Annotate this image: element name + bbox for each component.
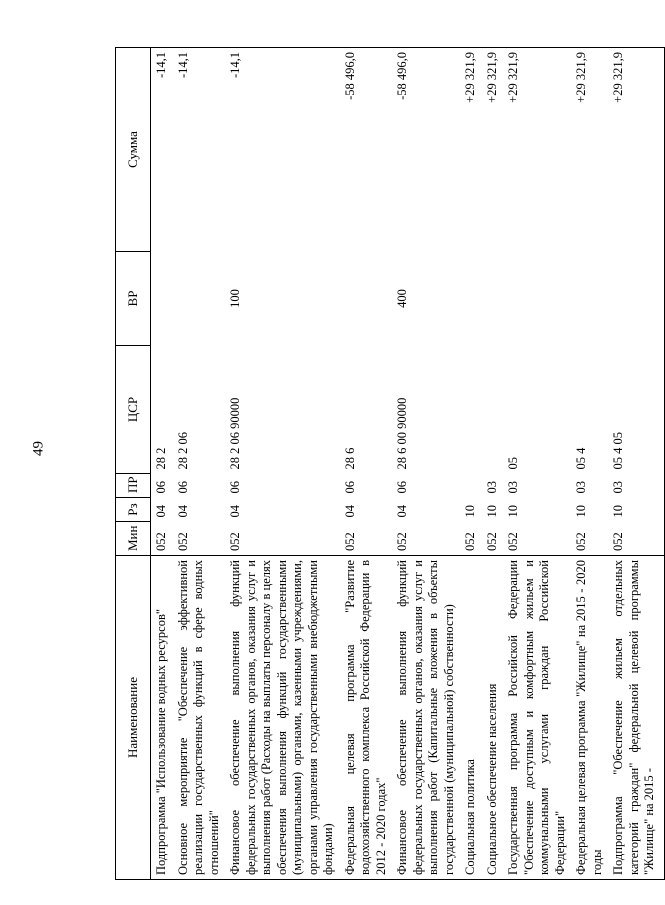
row-sum: -14,1	[176, 48, 229, 252]
row-name	[485, 556, 507, 880]
row-csr: 05 4	[574, 447, 588, 470]
row-rz: 04	[395, 505, 409, 518]
row-name	[574, 556, 611, 880]
row-vr	[485, 252, 507, 346]
row-pr: 03	[574, 481, 588, 494]
row-sum: +29 321,9	[611, 48, 664, 252]
row-csr: 05	[506, 457, 520, 470]
table-row	[395, 48, 463, 880]
row-min: 052	[463, 532, 477, 551]
row-vr	[574, 252, 611, 346]
header-csr: ЦСР	[116, 346, 151, 474]
header-vr: ВР	[116, 252, 151, 346]
row-name-text: Социальное обеспечение населения	[484, 683, 499, 875]
row-min: 052	[506, 532, 520, 551]
row-name	[395, 556, 463, 880]
row-rz: 04	[228, 505, 242, 518]
table-header	[116, 48, 151, 880]
row-min: 052	[611, 522, 664, 556]
row-name	[506, 556, 574, 880]
table-row	[176, 48, 229, 880]
row-rz: 10	[506, 505, 520, 518]
row-name	[176, 556, 229, 880]
row-sum: -14,1	[151, 48, 176, 252]
row-rz: 04	[342, 505, 357, 518]
row-name	[151, 556, 176, 880]
row-vr	[151, 252, 176, 346]
row-pr: 06	[395, 481, 409, 494]
header-sum: Сумма	[116, 48, 151, 252]
row-min: 052	[395, 532, 409, 551]
row-csr: 28 6	[342, 447, 357, 470]
row-name-text: Финансовое обеспечение выполнения функций федеральных государственных органов, оказания услуг и выполнения работ (Капитальные вложения в объекты государственной (муниципальной) собственности)	[395, 560, 456, 875]
rotated-content	[115, 48, 656, 880]
row-min: 052	[228, 532, 242, 551]
row-csr	[463, 346, 485, 474]
table-row	[574, 48, 611, 880]
row-csr: 28 2	[154, 447, 168, 470]
row-pr: 03	[484, 481, 499, 494]
row-vr: 100	[228, 289, 242, 308]
rotated-page-area	[115, 48, 656, 880]
table-row	[485, 48, 507, 880]
row-pr: 06	[342, 481, 357, 494]
table-row	[463, 48, 485, 880]
row-csr: 28 2 06 90000	[228, 397, 242, 470]
row-csr: 05 4 05	[611, 346, 664, 474]
row-min: 052	[154, 532, 168, 551]
row-name-text: Государственная программа Российской Федерации "Обеспечение доступным и комфортным жильем и коммунальными услугами граждан Российской Федерации"	[506, 560, 567, 875]
row-sum: +29 321,9	[463, 48, 485, 252]
row-min: 052	[342, 532, 357, 551]
row-rz: 10	[611, 498, 664, 522]
row-sum: +29 321,9	[485, 48, 507, 252]
row-vr	[343, 252, 396, 346]
row-name-text: Федеральная целевая программа "Жилище" на 2015 - 2020 годы	[574, 560, 604, 875]
header-name: Наименование	[116, 556, 151, 880]
row-vr	[611, 252, 664, 346]
row-name-text: Основное мероприятие "Обеспечение эффективной реализации государственных функций в сфере водных отношений"	[175, 560, 221, 875]
header-rz: Рз	[116, 498, 151, 522]
row-name	[611, 556, 664, 880]
row-name	[463, 556, 485, 880]
header-min: Мин	[116, 522, 151, 556]
table-body	[151, 48, 665, 880]
row-sum: -58 496,0	[343, 48, 396, 252]
row-name-text: Финансовое обеспечение выполнения функций федеральных государственных органов, оказания услуг и выполнения работ (Расходы на выплаты персоналу в целях обеспечения выполнения функций государственными (муниципальными) органами, казенными учреждениями, органами управления государственными внебюджетными фондами)	[228, 560, 335, 875]
row-vr	[506, 252, 574, 346]
row-csr	[485, 346, 507, 474]
row-rz: 10	[574, 505, 588, 518]
row-csr: 28 6 00 90000	[395, 397, 409, 470]
page-number: 49	[30, 441, 47, 456]
row-name-text: Подпрограмма "Обеспечение жильем отдельных категорий граждан" федеральной целевой программы "Жилище" на 2015 -	[611, 560, 656, 875]
table-row	[343, 48, 396, 880]
row-min: 052	[484, 532, 499, 551]
row-pr: 03	[611, 474, 664, 498]
row-pr: 06	[175, 481, 190, 494]
row-sum: -14,1	[228, 48, 343, 252]
row-pr: 03	[506, 481, 520, 494]
row-min: 052	[175, 532, 190, 551]
header-pr: ПР	[116, 474, 151, 498]
row-pr	[463, 474, 485, 498]
row-rz: 04	[175, 505, 190, 518]
row-name-text: Подпрограмма "Использование водных ресурсов"	[154, 609, 168, 875]
row-pr: 06	[228, 481, 242, 494]
row-csr: 28 2 06	[175, 432, 190, 470]
row-vr	[176, 252, 229, 346]
row-pr: 06	[154, 481, 168, 494]
row-name-text: Федеральная целевая программа "Развитие водохозяйственного комплекса Российской Федерации в 2012 - 2020 годах"	[342, 560, 388, 875]
budget-table	[115, 47, 665, 880]
row-min: 052	[574, 532, 588, 551]
table-row	[506, 48, 574, 880]
row-vr: 400	[395, 289, 409, 308]
table-row	[611, 48, 664, 880]
row-sum: +29 321,9	[506, 48, 574, 252]
row-sum: -58 496,0	[395, 48, 463, 252]
row-name-text: Социальная политика	[463, 759, 477, 875]
row-rz: 04	[154, 505, 168, 518]
table-row	[151, 48, 176, 880]
row-vr	[463, 252, 485, 346]
row-name	[343, 556, 396, 880]
row-rz: 10	[484, 505, 499, 518]
row-name	[228, 556, 343, 880]
table-row	[228, 48, 343, 880]
row-sum: +29 321,9	[574, 48, 611, 252]
row-rz: 10	[463, 505, 477, 518]
